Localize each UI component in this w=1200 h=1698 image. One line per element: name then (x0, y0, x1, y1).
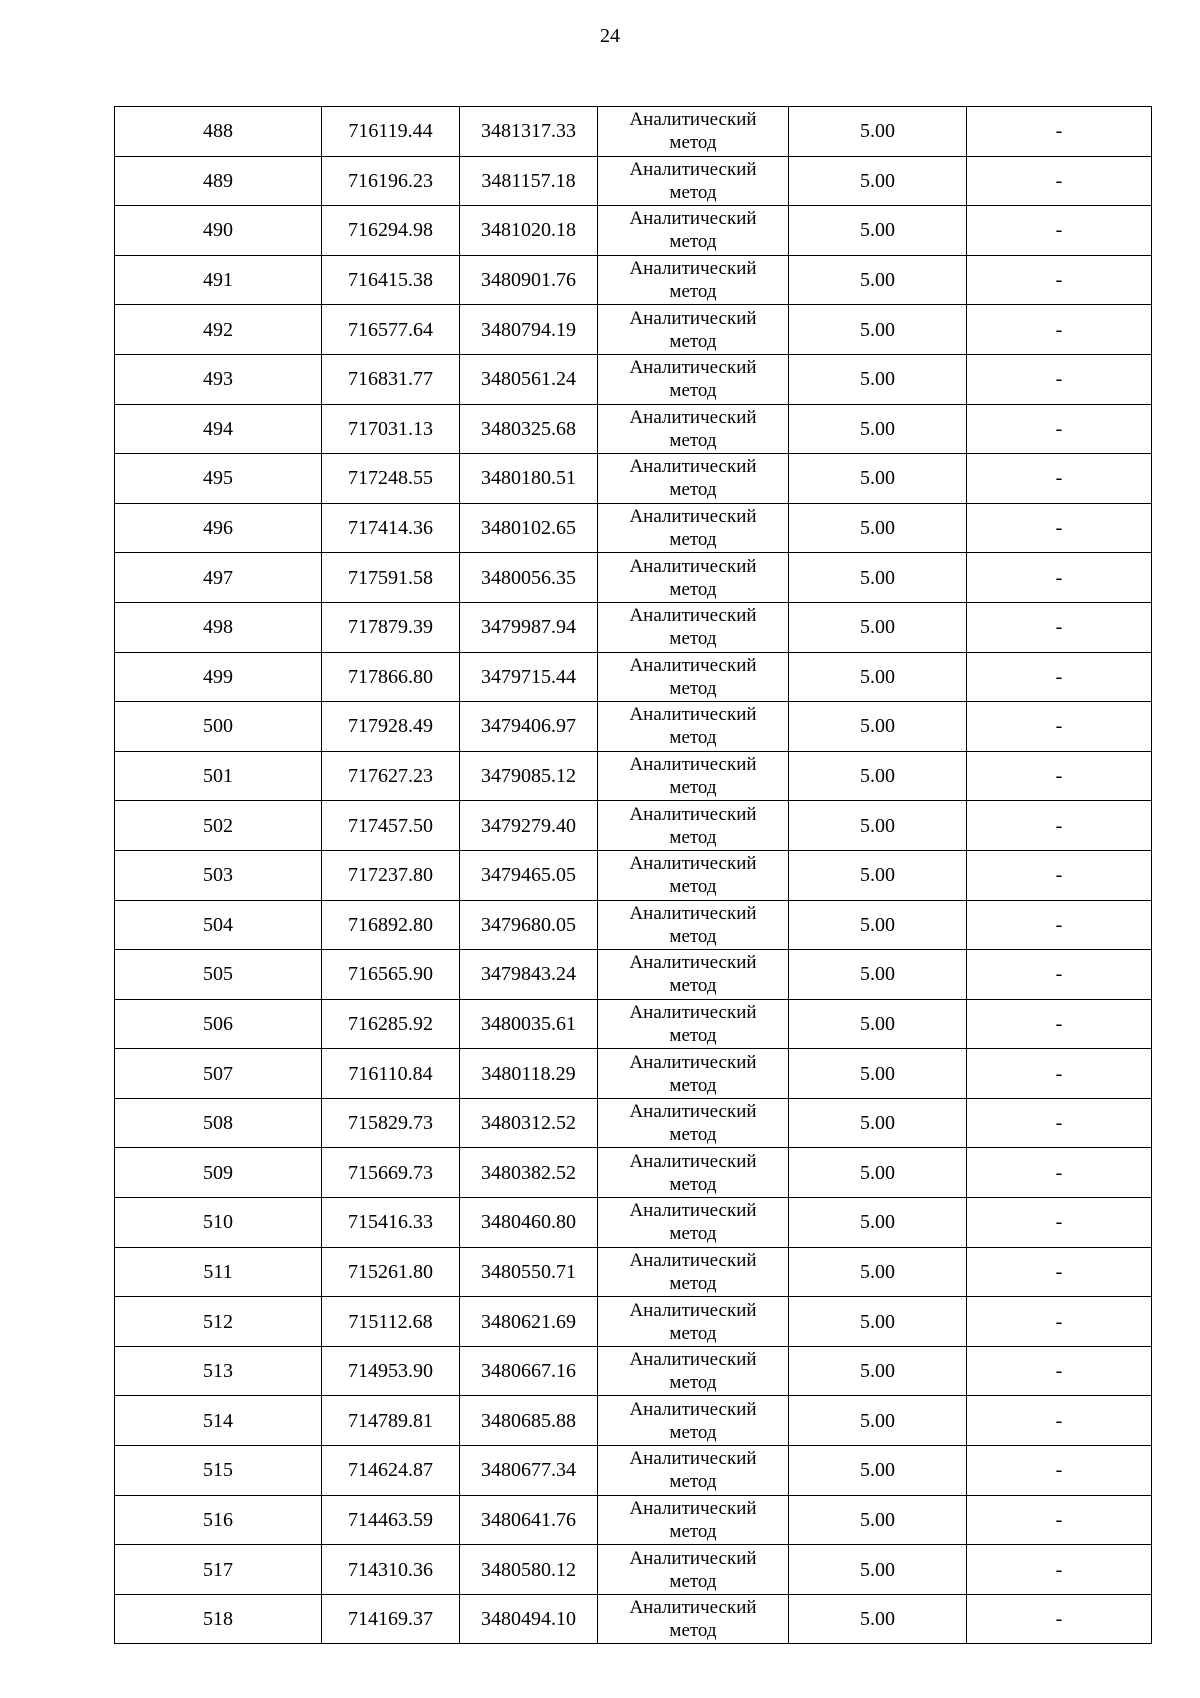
y-coordinate-cell: 3481157.18 (460, 156, 598, 206)
x-coordinate-cell: 716565.90 (322, 950, 460, 1000)
note-cell: - (967, 503, 1152, 553)
method-line-1: Аналитический (629, 1001, 757, 1023)
method-line-1: Аналитический (629, 406, 757, 428)
note-cell: - (967, 156, 1152, 206)
method-line-2: метод (669, 1272, 717, 1294)
method-line-2: метод (669, 727, 717, 749)
note-cell: - (967, 1495, 1152, 1545)
y-coordinate-cell: 3480621.69 (460, 1297, 598, 1347)
note-cell: - (967, 1446, 1152, 1496)
table-row (115, 602, 1152, 652)
point-number-cell: 490 (115, 206, 322, 256)
method-line-2: метод (669, 677, 717, 699)
point-number-cell: 508 (115, 1098, 322, 1148)
method-line-2: метод (669, 1074, 717, 1096)
method-cell (598, 1396, 789, 1446)
method-line-1: Аналитический (629, 853, 757, 875)
method-line-2: метод (669, 925, 717, 947)
note-cell: - (967, 652, 1152, 702)
method-line-2: метод (669, 529, 717, 551)
x-coordinate-cell: 717457.50 (322, 801, 460, 851)
method-line-1: Аналитический (629, 1249, 757, 1271)
point-number-cell: 507 (115, 1049, 322, 1099)
method-cell (598, 702, 789, 752)
y-coordinate-cell: 3480641.76 (460, 1495, 598, 1545)
note-cell: - (967, 553, 1152, 603)
note-cell: - (967, 702, 1152, 752)
y-coordinate-cell: 3480794.19 (460, 305, 598, 355)
method-line-1: Аналитический (629, 208, 757, 230)
point-number-cell: 488 (115, 107, 322, 157)
table-row (115, 999, 1152, 1049)
note-cell: - (967, 404, 1152, 454)
method-cell (598, 751, 789, 801)
note-cell: - (967, 1346, 1152, 1396)
method-cell (598, 1198, 789, 1248)
precision-cell: 5.00 (789, 702, 967, 752)
x-coordinate-cell: 716119.44 (322, 107, 460, 157)
method-line-1: Аналитический (629, 1448, 757, 1470)
method-cell (598, 999, 789, 1049)
point-number-cell: 506 (115, 999, 322, 1049)
y-coordinate-cell: 3480312.52 (460, 1098, 598, 1148)
table-row (115, 1396, 1152, 1446)
method-cell (598, 1148, 789, 1198)
point-number-cell: 499 (115, 652, 322, 702)
table-row (115, 1446, 1152, 1496)
table-row (115, 107, 1152, 157)
table-row (115, 404, 1152, 454)
note-cell: - (967, 305, 1152, 355)
method-cell (598, 1446, 789, 1496)
method-cell (598, 652, 789, 702)
y-coordinate-cell: 3480550.71 (460, 1247, 598, 1297)
point-number-cell: 491 (115, 255, 322, 305)
precision-cell: 5.00 (789, 503, 967, 553)
point-number-cell: 502 (115, 801, 322, 851)
method-line-2: метод (669, 1570, 717, 1592)
x-coordinate-cell: 716294.98 (322, 206, 460, 256)
point-number-cell: 494 (115, 404, 322, 454)
y-coordinate-cell: 3479085.12 (460, 751, 598, 801)
precision-cell: 5.00 (789, 206, 967, 256)
x-coordinate-cell: 714463.59 (322, 1495, 460, 1545)
precision-cell: 5.00 (789, 1098, 967, 1148)
x-coordinate-cell: 716831.77 (322, 354, 460, 404)
method-line-1: Аналитический (629, 1101, 757, 1123)
method-line-2: метод (669, 1173, 717, 1195)
table-row (115, 1545, 1152, 1595)
y-coordinate-cell: 3479465.05 (460, 850, 598, 900)
method-line-2: метод (669, 826, 717, 848)
table-row (115, 950, 1152, 1000)
method-line-1: Аналитический (629, 109, 757, 131)
method-line-2: метод (669, 231, 717, 253)
x-coordinate-cell: 715261.80 (322, 1247, 460, 1297)
method-line-1: Аналитический (629, 1398, 757, 1420)
table-row (115, 751, 1152, 801)
method-line-2: метод (669, 1223, 717, 1245)
method-cell (598, 255, 789, 305)
method-line-1: Аналитический (629, 506, 757, 528)
table-row (115, 156, 1152, 206)
table-row (115, 255, 1152, 305)
method-line-2: метод (669, 1620, 717, 1642)
y-coordinate-cell: 3479715.44 (460, 652, 598, 702)
x-coordinate-cell: 714169.37 (322, 1594, 460, 1644)
precision-cell: 5.00 (789, 1198, 967, 1248)
method-line-2: метод (669, 1471, 717, 1493)
note-cell: - (967, 850, 1152, 900)
precision-cell: 5.00 (789, 305, 967, 355)
precision-cell: 5.00 (789, 1148, 967, 1198)
method-line-1: Аналитический (629, 754, 757, 776)
x-coordinate-cell: 717879.39 (322, 602, 460, 652)
point-number-cell: 510 (115, 1198, 322, 1248)
point-number-cell: 500 (115, 702, 322, 752)
table-row (115, 354, 1152, 404)
note-cell: - (967, 999, 1152, 1049)
method-cell (598, 107, 789, 157)
method-line-1: Аналитический (629, 357, 757, 379)
note-cell: - (967, 1247, 1152, 1297)
method-cell (598, 801, 789, 851)
method-line-1: Аналитический (629, 1200, 757, 1222)
method-cell (598, 1049, 789, 1099)
x-coordinate-cell: 717031.13 (322, 404, 460, 454)
point-number-cell: 517 (115, 1545, 322, 1595)
precision-cell: 5.00 (789, 553, 967, 603)
method-line-2: метод (669, 1421, 717, 1443)
y-coordinate-cell: 3480180.51 (460, 454, 598, 504)
method-line-2: метод (669, 975, 717, 997)
precision-cell: 5.00 (789, 255, 967, 305)
x-coordinate-cell: 714953.90 (322, 1346, 460, 1396)
x-coordinate-cell: 715112.68 (322, 1297, 460, 1347)
precision-cell: 5.00 (789, 1247, 967, 1297)
precision-cell: 5.00 (789, 1297, 967, 1347)
method-line-1: Аналитический (629, 1150, 757, 1172)
precision-cell: 5.00 (789, 999, 967, 1049)
precision-cell: 5.00 (789, 1446, 967, 1496)
method-line-2: метод (669, 1024, 717, 1046)
method-line-2: метод (669, 1520, 717, 1542)
method-cell (598, 1346, 789, 1396)
y-coordinate-cell: 3480667.16 (460, 1346, 598, 1396)
precision-cell: 5.00 (789, 602, 967, 652)
precision-cell: 5.00 (789, 1346, 967, 1396)
method-line-2: метод (669, 181, 717, 203)
method-cell (598, 1098, 789, 1148)
point-number-cell: 511 (115, 1247, 322, 1297)
x-coordinate-cell: 717928.49 (322, 702, 460, 752)
method-cell (598, 404, 789, 454)
method-cell (598, 206, 789, 256)
y-coordinate-cell: 3479279.40 (460, 801, 598, 851)
y-coordinate-cell: 3481020.18 (460, 206, 598, 256)
point-number-cell: 513 (115, 1346, 322, 1396)
y-coordinate-cell: 3479406.97 (460, 702, 598, 752)
point-number-cell: 516 (115, 1495, 322, 1545)
table-row (115, 1297, 1152, 1347)
precision-cell: 5.00 (789, 900, 967, 950)
method-line-2: метод (669, 281, 717, 303)
note-cell: - (967, 454, 1152, 504)
point-number-cell: 504 (115, 900, 322, 950)
point-number-cell: 495 (115, 454, 322, 504)
precision-cell: 5.00 (789, 454, 967, 504)
method-line-1: Аналитический (629, 1497, 757, 1519)
table-row (115, 702, 1152, 752)
x-coordinate-cell: 716892.80 (322, 900, 460, 950)
note-cell: - (967, 107, 1152, 157)
x-coordinate-cell: 716577.64 (322, 305, 460, 355)
y-coordinate-cell: 3480580.12 (460, 1545, 598, 1595)
table-row (115, 850, 1152, 900)
point-number-cell: 515 (115, 1446, 322, 1496)
table-row (115, 1098, 1152, 1148)
note-cell: - (967, 900, 1152, 950)
method-line-2: метод (669, 380, 717, 402)
point-number-cell: 492 (115, 305, 322, 355)
x-coordinate-cell: 717866.80 (322, 652, 460, 702)
precision-cell: 5.00 (789, 404, 967, 454)
precision-cell: 5.00 (789, 652, 967, 702)
method-cell (598, 850, 789, 900)
note-cell: - (967, 206, 1152, 256)
method-line-2: метод (669, 429, 717, 451)
note-cell: - (967, 801, 1152, 851)
x-coordinate-cell: 717414.36 (322, 503, 460, 553)
table-row (115, 1594, 1152, 1644)
method-line-1: Аналитический (629, 1051, 757, 1073)
method-line-1: Аналитический (629, 456, 757, 478)
method-line-1: Аналитический (629, 258, 757, 280)
x-coordinate-cell: 717591.58 (322, 553, 460, 603)
method-cell (598, 602, 789, 652)
method-cell (598, 454, 789, 504)
x-coordinate-cell: 715416.33 (322, 1198, 460, 1248)
precision-cell: 5.00 (789, 801, 967, 851)
x-coordinate-cell: 714624.87 (322, 1446, 460, 1496)
method-line-1: Аналитический (629, 307, 757, 329)
y-coordinate-cell: 3480685.88 (460, 1396, 598, 1446)
method-cell (598, 1495, 789, 1545)
method-cell (598, 1545, 789, 1595)
table-row (115, 1198, 1152, 1248)
method-line-2: метод (669, 578, 717, 600)
x-coordinate-cell: 714310.36 (322, 1545, 460, 1595)
precision-cell: 5.00 (789, 1545, 967, 1595)
note-cell: - (967, 1396, 1152, 1446)
table-row (115, 305, 1152, 355)
method-line-2: метод (669, 132, 717, 154)
table-row (115, 1247, 1152, 1297)
table-row (115, 1495, 1152, 1545)
y-coordinate-cell: 3480056.35 (460, 553, 598, 603)
y-coordinate-cell: 3479987.94 (460, 602, 598, 652)
x-coordinate-cell: 717248.55 (322, 454, 460, 504)
method-cell (598, 950, 789, 1000)
x-coordinate-cell: 715829.73 (322, 1098, 460, 1148)
table-row (115, 206, 1152, 256)
note-cell: - (967, 751, 1152, 801)
coordinates-table (114, 106, 1152, 1644)
table-row (115, 652, 1152, 702)
x-coordinate-cell: 716196.23 (322, 156, 460, 206)
note-cell: - (967, 1098, 1152, 1148)
method-line-2: метод (669, 876, 717, 898)
point-number-cell: 509 (115, 1148, 322, 1198)
method-cell (598, 503, 789, 553)
x-coordinate-cell: 715669.73 (322, 1148, 460, 1198)
method-cell (598, 305, 789, 355)
x-coordinate-cell: 716415.38 (322, 255, 460, 305)
y-coordinate-cell: 3481317.33 (460, 107, 598, 157)
method-line-2: метод (669, 1124, 717, 1146)
method-cell (598, 156, 789, 206)
table-row (115, 801, 1152, 851)
note-cell: - (967, 1545, 1152, 1595)
method-line-1: Аналитический (629, 654, 757, 676)
table-row (115, 900, 1152, 950)
point-number-cell: 518 (115, 1594, 322, 1644)
method-line-2: метод (669, 479, 717, 501)
method-cell (598, 900, 789, 950)
method-line-2: метод (669, 1372, 717, 1394)
y-coordinate-cell: 3480325.68 (460, 404, 598, 454)
method-cell (598, 1594, 789, 1644)
table-row (115, 454, 1152, 504)
x-coordinate-cell: 716285.92 (322, 999, 460, 1049)
precision-cell: 5.00 (789, 354, 967, 404)
note-cell: - (967, 1148, 1152, 1198)
y-coordinate-cell: 3479680.05 (460, 900, 598, 950)
method-cell (598, 1297, 789, 1347)
y-coordinate-cell: 3480382.52 (460, 1148, 598, 1198)
y-coordinate-cell: 3480035.61 (460, 999, 598, 1049)
note-cell: - (967, 255, 1152, 305)
precision-cell: 5.00 (789, 751, 967, 801)
note-cell: - (967, 354, 1152, 404)
precision-cell: 5.00 (789, 107, 967, 157)
precision-cell: 5.00 (789, 850, 967, 900)
x-coordinate-cell: 716110.84 (322, 1049, 460, 1099)
y-coordinate-cell: 3480677.34 (460, 1446, 598, 1496)
method-line-1: Аналитический (629, 803, 757, 825)
point-number-cell: 493 (115, 354, 322, 404)
note-cell: - (967, 1594, 1152, 1644)
y-coordinate-cell: 3479843.24 (460, 950, 598, 1000)
method-line-1: Аналитический (629, 704, 757, 726)
method-line-1: Аналитический (629, 1299, 757, 1321)
method-line-2: метод (669, 628, 717, 650)
y-coordinate-cell: 3480102.65 (460, 503, 598, 553)
y-coordinate-cell: 3480118.29 (460, 1049, 598, 1099)
method-line-1: Аналитический (629, 1547, 757, 1569)
method-cell (598, 354, 789, 404)
method-line-2: метод (669, 1322, 717, 1344)
point-number-cell: 503 (115, 850, 322, 900)
point-number-cell: 497 (115, 553, 322, 603)
y-coordinate-cell: 3480561.24 (460, 354, 598, 404)
table-row (115, 1346, 1152, 1396)
point-number-cell: 514 (115, 1396, 322, 1446)
table-row (115, 503, 1152, 553)
x-coordinate-cell: 714789.81 (322, 1396, 460, 1446)
table-row (115, 553, 1152, 603)
point-number-cell: 501 (115, 751, 322, 801)
method-line-1: Аналитический (629, 555, 757, 577)
method-line-1: Аналитический (629, 158, 757, 180)
note-cell: - (967, 602, 1152, 652)
method-cell (598, 553, 789, 603)
note-cell: - (967, 1297, 1152, 1347)
method-line-1: Аналитический (629, 902, 757, 924)
method-cell (598, 1247, 789, 1297)
method-line-1: Аналитический (629, 1597, 757, 1619)
method-line-1: Аналитический (629, 605, 757, 627)
coordinates-table-body (115, 107, 1152, 1644)
note-cell: - (967, 1049, 1152, 1099)
y-coordinate-cell: 3480901.76 (460, 255, 598, 305)
x-coordinate-cell: 717627.23 (322, 751, 460, 801)
precision-cell: 5.00 (789, 1594, 967, 1644)
table-row (115, 1148, 1152, 1198)
point-number-cell: 512 (115, 1297, 322, 1347)
y-coordinate-cell: 3480460.80 (460, 1198, 598, 1248)
note-cell: - (967, 1198, 1152, 1248)
method-line-1: Аналитический (629, 1349, 757, 1371)
precision-cell: 5.00 (789, 1049, 967, 1099)
point-number-cell: 489 (115, 156, 322, 206)
page-number: 24 (600, 25, 620, 47)
precision-cell: 5.00 (789, 156, 967, 206)
x-coordinate-cell: 717237.80 (322, 850, 460, 900)
point-number-cell: 505 (115, 950, 322, 1000)
method-line-2: метод (669, 330, 717, 352)
point-number-cell: 498 (115, 602, 322, 652)
method-line-2: метод (669, 777, 717, 799)
table-row (115, 1049, 1152, 1099)
precision-cell: 5.00 (789, 1495, 967, 1545)
precision-cell: 5.00 (789, 1396, 967, 1446)
precision-cell: 5.00 (789, 950, 967, 1000)
point-number-cell: 496 (115, 503, 322, 553)
method-line-1: Аналитический (629, 952, 757, 974)
note-cell: - (967, 950, 1152, 1000)
y-coordinate-cell: 3480494.10 (460, 1594, 598, 1644)
